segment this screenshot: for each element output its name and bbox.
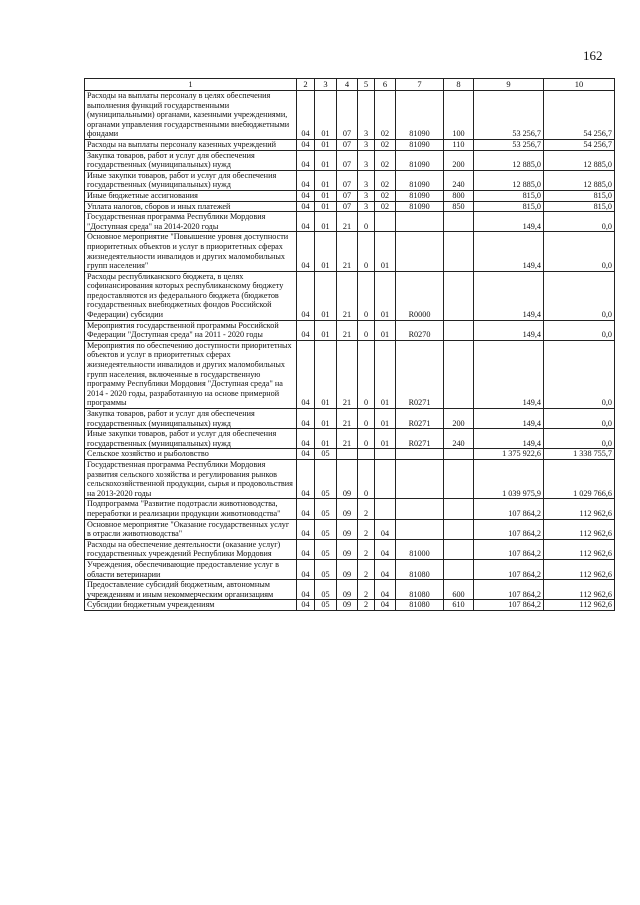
code-ministry: 04: [297, 539, 315, 559]
code-ministry: 04: [297, 91, 315, 140]
code-direction: 81090: [396, 91, 444, 140]
code-program: 09: [337, 539, 358, 559]
page-number: 162: [583, 48, 603, 63]
code-section: 01: [315, 340, 337, 408]
amount-year-1: 149,4: [474, 212, 544, 232]
code-program: 09: [337, 559, 358, 579]
code-ministry: 04: [297, 429, 315, 449]
table-row: [85, 600, 615, 611]
amount-year-2: 112 962,6: [544, 519, 615, 539]
table-row: [85, 409, 615, 429]
amount-year-1: 149,4: [474, 409, 544, 429]
code-subprogram: 0: [358, 459, 375, 498]
row-name: Расходы на обеспечение деятельности (оказание услуг) государственных учреждений Республики Мордовия: [85, 539, 297, 559]
code-subprogram: 0: [358, 320, 375, 340]
code-expense-type: 240: [444, 429, 474, 449]
amount-year-1: 107 864,2: [474, 600, 544, 611]
amount-year-2: 1 338 755,7: [544, 449, 615, 460]
code-subprogram: 0: [358, 271, 375, 320]
code-subprogram: 3: [358, 170, 375, 190]
amount-year-2: 12 885,0: [544, 170, 615, 190]
amount-year-2: 112 962,6: [544, 539, 615, 559]
row-name: Государственная программа Республики Мордовия "Доступная среда" на 2014-2020 годы: [85, 212, 297, 232]
code-event: 04: [375, 519, 396, 539]
code-event: 01: [375, 271, 396, 320]
amount-year-2: 815,0: [544, 201, 615, 212]
code-expense-type: 600: [444, 580, 474, 600]
code-subprogram: 3: [358, 201, 375, 212]
row-name: Предоставление субсидий бюджетным, автономным учреждениям и иным некоммерческим организациям: [85, 580, 297, 600]
row-name: Сельское хозяйство и рыболовство: [85, 449, 297, 460]
code-ministry: 04: [297, 559, 315, 579]
row-name: Субсидии бюджетным учреждениям: [85, 600, 297, 611]
code-section: 01: [315, 429, 337, 449]
code-event: 04: [375, 539, 396, 559]
code-section: 01: [315, 91, 337, 140]
code-section: 05: [315, 600, 337, 611]
table-body: [85, 91, 615, 611]
code-subprogram: 2: [358, 519, 375, 539]
table-row: [85, 271, 615, 320]
code-program: 21: [337, 212, 358, 232]
code-section: 01: [315, 150, 337, 170]
amount-year-1: 149,4: [474, 232, 544, 271]
code-expense-type: 800: [444, 190, 474, 201]
amount-year-2: 112 962,6: [544, 600, 615, 611]
code-expense-type: 200: [444, 150, 474, 170]
code-event: [375, 459, 396, 498]
code-ministry: 04: [297, 519, 315, 539]
code-direction: [396, 459, 444, 498]
code-program: 07: [337, 150, 358, 170]
code-section: 01: [315, 232, 337, 271]
code-subprogram: 0: [358, 340, 375, 408]
column-header-1: 1: [85, 79, 297, 91]
code-direction: 81090: [396, 170, 444, 190]
column-header-3: 3: [315, 79, 337, 91]
code-program: [337, 449, 358, 460]
code-event: 01: [375, 320, 396, 340]
amount-year-1: 1 039 975,9: [474, 459, 544, 498]
code-event: [375, 212, 396, 232]
table-row: [85, 580, 615, 600]
column-header-4: 4: [337, 79, 358, 91]
code-direction: R0271: [396, 409, 444, 429]
code-section: 05: [315, 459, 337, 498]
row-name: Основное мероприятие "Оказание государственных услуг в отрасли животноводства": [85, 519, 297, 539]
code-expense-type: [444, 499, 474, 519]
amount-year-2: 0,0: [544, 409, 615, 429]
code-subprogram: 2: [358, 580, 375, 600]
code-event: 02: [375, 170, 396, 190]
table-row: [85, 429, 615, 449]
amount-year-2: 0,0: [544, 271, 615, 320]
code-subprogram: 0: [358, 212, 375, 232]
code-subprogram: 2: [358, 600, 375, 611]
code-subprogram: 3: [358, 190, 375, 201]
code-ministry: 04: [297, 201, 315, 212]
table-row: [85, 559, 615, 579]
column-header-8: 8: [444, 79, 474, 91]
code-section: 01: [315, 170, 337, 190]
amount-year-1: 1 375 922,6: [474, 449, 544, 460]
code-direction: 81090: [396, 139, 444, 150]
code-ministry: 04: [297, 459, 315, 498]
amount-year-1: 53 256,7: [474, 91, 544, 140]
column-header-5: 5: [358, 79, 375, 91]
budget-table: [84, 78, 615, 611]
column-header-2: 2: [297, 79, 315, 91]
code-event: 02: [375, 91, 396, 140]
code-section: 01: [315, 139, 337, 150]
table-row: [85, 539, 615, 559]
table-row: [85, 139, 615, 150]
code-program: 07: [337, 139, 358, 150]
row-name: Учреждения, обеспечивающие предоставление услуг в области ветеринарии: [85, 559, 297, 579]
code-event: [375, 449, 396, 460]
table-row: [85, 320, 615, 340]
code-section: 01: [315, 409, 337, 429]
code-expense-type: 610: [444, 600, 474, 611]
code-ministry: 04: [297, 320, 315, 340]
code-subprogram: 2: [358, 539, 375, 559]
code-direction: 81090: [396, 201, 444, 212]
table-row: [85, 340, 615, 408]
code-section: 05: [315, 559, 337, 579]
code-section: 05: [315, 539, 337, 559]
amount-year-2: 54 256,7: [544, 91, 615, 140]
column-header-9: 9: [474, 79, 544, 91]
code-subprogram: 0: [358, 232, 375, 271]
row-name: Государственная программа Республики Мордовия развития сельского хозяйства и регулирования рынков сельскохозяйственной продукции, сырья и продовольствия на 2013-2020 годы: [85, 459, 297, 498]
row-name: Мероприятия по обеспечению доступности приоритетных объектов и услуг в приоритетных сферах жизнедеятельности инвалидов и других маломобильных групп населения, включенные в государственную программу Республики Мордовия "Доступная среда" на 2014 - 2020 годы, разработанную на основе примерной программы: [85, 340, 297, 408]
code-ministry: 04: [297, 449, 315, 460]
code-program: 21: [337, 232, 358, 271]
code-direction: R0270: [396, 320, 444, 340]
amount-year-2: 0,0: [544, 320, 615, 340]
code-program: 07: [337, 170, 358, 190]
code-expense-type: [444, 539, 474, 559]
code-section: 01: [315, 320, 337, 340]
amount-year-1: 53 256,7: [474, 139, 544, 150]
row-name: Расходы на выплаты персоналу казенных учреждений: [85, 139, 297, 150]
row-name: Мероприятия государственной программы Российской Федерации "Доступная среда" на 2011 - 2020 годы: [85, 320, 297, 340]
code-expense-type: [444, 340, 474, 408]
code-subprogram: 3: [358, 91, 375, 140]
code-expense-type: 100: [444, 91, 474, 140]
amount-year-1: 149,4: [474, 340, 544, 408]
amount-year-2: 0,0: [544, 232, 615, 271]
code-expense-type: 200: [444, 409, 474, 429]
code-program: 21: [337, 340, 358, 408]
row-name: Основное мероприятие "Повышение уровня доступности приоритетных объектов и услуг в приоритетных сферах жизнедеятельности инвалидов и других маломобильных групп населения": [85, 232, 297, 271]
code-event: 02: [375, 150, 396, 170]
code-program: 21: [337, 320, 358, 340]
amount-year-1: 149,4: [474, 271, 544, 320]
code-event: 02: [375, 139, 396, 150]
code-direction: 81080: [396, 600, 444, 611]
code-program: 07: [337, 91, 358, 140]
table-row: [85, 499, 615, 519]
table-row: [85, 91, 615, 140]
table-row: [85, 201, 615, 212]
code-direction: [396, 449, 444, 460]
code-expense-type: [444, 459, 474, 498]
row-name: Иные закупки товаров, работ и услуг для обеспечения государственных (муниципальных) нужд: [85, 170, 297, 190]
code-section: 01: [315, 212, 337, 232]
amount-year-1: 12 885,0: [474, 170, 544, 190]
code-event: 01: [375, 232, 396, 271]
code-program: 09: [337, 600, 358, 611]
code-direction: 81090: [396, 190, 444, 201]
row-name: Иные бюджетные ассигнования: [85, 190, 297, 201]
table-row: [85, 170, 615, 190]
code-direction: 81090: [396, 150, 444, 170]
amount-year-2: 112 962,6: [544, 559, 615, 579]
code-ministry: 04: [297, 499, 315, 519]
code-program: 07: [337, 201, 358, 212]
column-header-7: 7: [396, 79, 444, 91]
code-expense-type: 240: [444, 170, 474, 190]
amount-year-1: 107 864,2: [474, 559, 544, 579]
row-name: Уплата налогов, сборов и иных платежей: [85, 201, 297, 212]
code-ministry: 04: [297, 150, 315, 170]
code-direction: R0271: [396, 340, 444, 408]
code-event: [375, 499, 396, 519]
row-name: Иные закупки товаров, работ и услуг для обеспечения государственных (муниципальных) нужд: [85, 429, 297, 449]
row-name: Расходы республиканского бюджета, в целях софинансирования которых республиканскому бюджету предоставляются из федерального бюджета (бюджетов государственных внебюджетных фондов Российской Федерации) субсидии: [85, 271, 297, 320]
code-event: 01: [375, 340, 396, 408]
code-expense-type: [444, 271, 474, 320]
code-event: 01: [375, 409, 396, 429]
amount-year-1: 107 864,2: [474, 519, 544, 539]
code-event: 01: [375, 429, 396, 449]
code-section: 01: [315, 201, 337, 212]
code-expense-type: [444, 232, 474, 271]
amount-year-2: 12 885,0: [544, 150, 615, 170]
code-program: 07: [337, 190, 358, 201]
code-expense-type: [444, 519, 474, 539]
code-direction: R0000: [396, 271, 444, 320]
code-direction: 81080: [396, 580, 444, 600]
table-row: [85, 459, 615, 498]
code-direction: [396, 212, 444, 232]
code-section: 05: [315, 499, 337, 519]
code-expense-type: [444, 449, 474, 460]
amount-year-2: 815,0: [544, 190, 615, 201]
amount-year-2: 54 256,7: [544, 139, 615, 150]
code-ministry: 04: [297, 190, 315, 201]
amount-year-2: 0,0: [544, 212, 615, 232]
code-subprogram: 0: [358, 429, 375, 449]
row-name: Подпрограмма "Развитие подотрасли животноводства, переработки и реализации продукции животноводства": [85, 499, 297, 519]
amount-year-1: 107 864,2: [474, 580, 544, 600]
code-subprogram: 3: [358, 139, 375, 150]
amount-year-2: 0,0: [544, 429, 615, 449]
code-expense-type: [444, 212, 474, 232]
code-subprogram: 2: [358, 499, 375, 519]
code-program: 09: [337, 519, 358, 539]
code-direction: [396, 232, 444, 271]
code-expense-type: [444, 320, 474, 340]
code-direction: [396, 499, 444, 519]
code-section: 05: [315, 519, 337, 539]
code-ministry: 04: [297, 271, 315, 320]
table-row: [85, 190, 615, 201]
code-subprogram: 2: [358, 559, 375, 579]
row-name: Закупка товаров, работ и услуг для обеспечения государственных (муниципальных) нужд: [85, 150, 297, 170]
code-ministry: 04: [297, 600, 315, 611]
code-subprogram: 0: [358, 409, 375, 429]
amount-year-2: 112 962,6: [544, 580, 615, 600]
amount-year-2: 0,0: [544, 340, 615, 408]
table-header-row: [85, 79, 615, 91]
code-ministry: 04: [297, 409, 315, 429]
code-direction: R0271: [396, 429, 444, 449]
code-subprogram: 3: [358, 150, 375, 170]
table-row: [85, 519, 615, 539]
table-row: [85, 212, 615, 232]
column-header-10: 10: [544, 79, 615, 91]
code-program: 21: [337, 409, 358, 429]
code-event: 02: [375, 190, 396, 201]
code-ministry: 04: [297, 170, 315, 190]
amount-year-1: 12 885,0: [474, 150, 544, 170]
code-program: 21: [337, 429, 358, 449]
amount-year-1: 815,0: [474, 190, 544, 201]
row-name: Закупка товаров, работ и услуг для обеспечения государственных (муниципальных) нужд: [85, 409, 297, 429]
amount-year-2: 1 029 766,6: [544, 459, 615, 498]
amount-year-1: 107 864,2: [474, 539, 544, 559]
table-row: [85, 232, 615, 271]
table-row: [85, 449, 615, 460]
code-event: 04: [375, 600, 396, 611]
code-ministry: 04: [297, 580, 315, 600]
table-row: [85, 150, 615, 170]
code-direction: 81000: [396, 539, 444, 559]
code-expense-type: 850: [444, 201, 474, 212]
amount-year-1: 149,4: [474, 429, 544, 449]
code-program: 09: [337, 499, 358, 519]
code-section: 01: [315, 271, 337, 320]
column-header-6: 6: [375, 79, 396, 91]
code-expense-type: [444, 559, 474, 579]
code-ministry: 04: [297, 139, 315, 150]
code-direction: 81080: [396, 559, 444, 579]
row-name: Расходы на выплаты персоналу в целях обеспечения выполнения функций государственными (муниципальными) органами, казенными учреждениями, органами управления государственными внебюджетными фондами: [85, 91, 297, 140]
code-program: 09: [337, 580, 358, 600]
code-expense-type: 110: [444, 139, 474, 150]
code-ministry: 04: [297, 212, 315, 232]
code-event: 04: [375, 580, 396, 600]
code-section: 05: [315, 449, 337, 460]
code-direction: [396, 519, 444, 539]
code-event: 04: [375, 559, 396, 579]
code-section: 01: [315, 190, 337, 201]
amount-year-2: 112 962,6: [544, 499, 615, 519]
code-event: 02: [375, 201, 396, 212]
amount-year-1: 149,4: [474, 320, 544, 340]
code-ministry: 04: [297, 232, 315, 271]
code-ministry: 04: [297, 340, 315, 408]
code-program: 21: [337, 271, 358, 320]
amount-year-1: 815,0: [474, 201, 544, 212]
amount-year-1: 107 864,2: [474, 499, 544, 519]
code-program: 09: [337, 459, 358, 498]
code-section: 05: [315, 580, 337, 600]
code-subprogram: [358, 449, 375, 460]
